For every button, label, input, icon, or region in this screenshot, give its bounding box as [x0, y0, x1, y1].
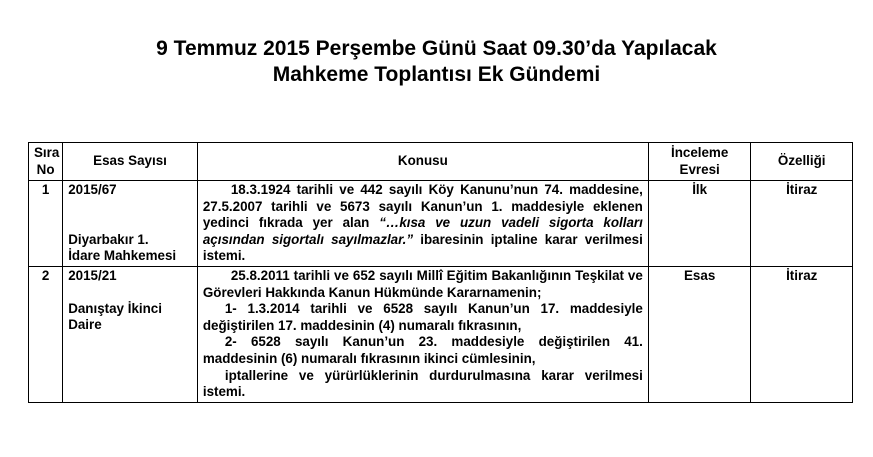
table-header-row — [29, 143, 853, 181]
row-esas — [63, 181, 198, 267]
row-no: 2 — [29, 266, 63, 402]
table-row — [29, 266, 853, 402]
row-evre: Esas — [648, 266, 751, 402]
header-konusu: Konusu — [197, 143, 648, 181]
row-ozellik: İtiraz — [751, 181, 853, 267]
court-name-line-1: Diyarbakır 1. — [68, 231, 149, 247]
table-row — [29, 181, 853, 267]
esas-number: 2015/21 — [68, 267, 117, 283]
row-konu — [197, 181, 648, 267]
row-konu — [197, 266, 648, 402]
row-esas — [63, 266, 198, 402]
konu-paragraph-4: iptallerine ve yürürlüklerinin durdurulmasına karar verilmesi istemi. — [202, 367, 643, 400]
header-sira-no: Sıra No — [29, 143, 63, 181]
row-ozellik: İtiraz — [751, 266, 853, 402]
konu-paragraph-2: 1- 1.3.2014 tarihli ve 6528 sayılı Kanun’un 17. maddesiyle değiştirilen 17. maddesinin (4) numaralı fıkrasının, — [202, 301, 643, 333]
agenda-table — [28, 142, 853, 403]
court-name-line-2: Daire — [68, 317, 102, 333]
title-line-2: Mahkeme Toplantısı Ek Gündemi — [272, 63, 601, 86]
konu-text-pre: 18.3.1924 tarihli ve 442 sayılı Köy Kanunu’nun 74. maddesine, 27.5.2007 tarihli ve 5673 sayılı Kanun’un 1. maddesiyle eklenen yedinci fıkrada yer alan — [202, 182, 643, 231]
header-inceleme-evresi: İnceleme Evresi — [648, 143, 751, 181]
esas-number: 2015/67 — [68, 182, 117, 197]
konu-paragraph-1: 25.8.2011 tarihli ve 652 sayılı Millî Eğitim Bakanlığının Teşkilat ve Görevleri Hakkında Kanun Hükmünde Kararnamenin; — [202, 267, 643, 300]
court-name-line-1: Danıştay İkinci — [68, 300, 162, 316]
court-name-line-2: İdare Mahkemesi — [68, 248, 177, 264]
row-no: 1 — [29, 181, 63, 267]
konu-text-post: ibaresinin iptaline karar verilmesi istemi. — [202, 231, 643, 264]
row-evre: İlk — [648, 181, 751, 267]
header-ozelligi: Özelliği — [751, 143, 853, 181]
document-title — [0, 36, 873, 88]
header-esas-sayisi: Esas Sayısı — [63, 143, 198, 181]
title-line-1: 9 Temmuz 2015 Perşembe Günü Saat 09.30’da Yapılacak — [156, 37, 717, 60]
konu-paragraph-3: 2- 6528 sayılı Kanun’un 23. maddesiyle değiştirilen 41. maddesinin (6) numaralı fıkrasının ikinci cümlesinin, — [202, 334, 643, 366]
konu-quote: “…kısa ve uzun vadeli sigorta kolları açısından sigortalı sayılmazlar.” — [202, 215, 643, 247]
